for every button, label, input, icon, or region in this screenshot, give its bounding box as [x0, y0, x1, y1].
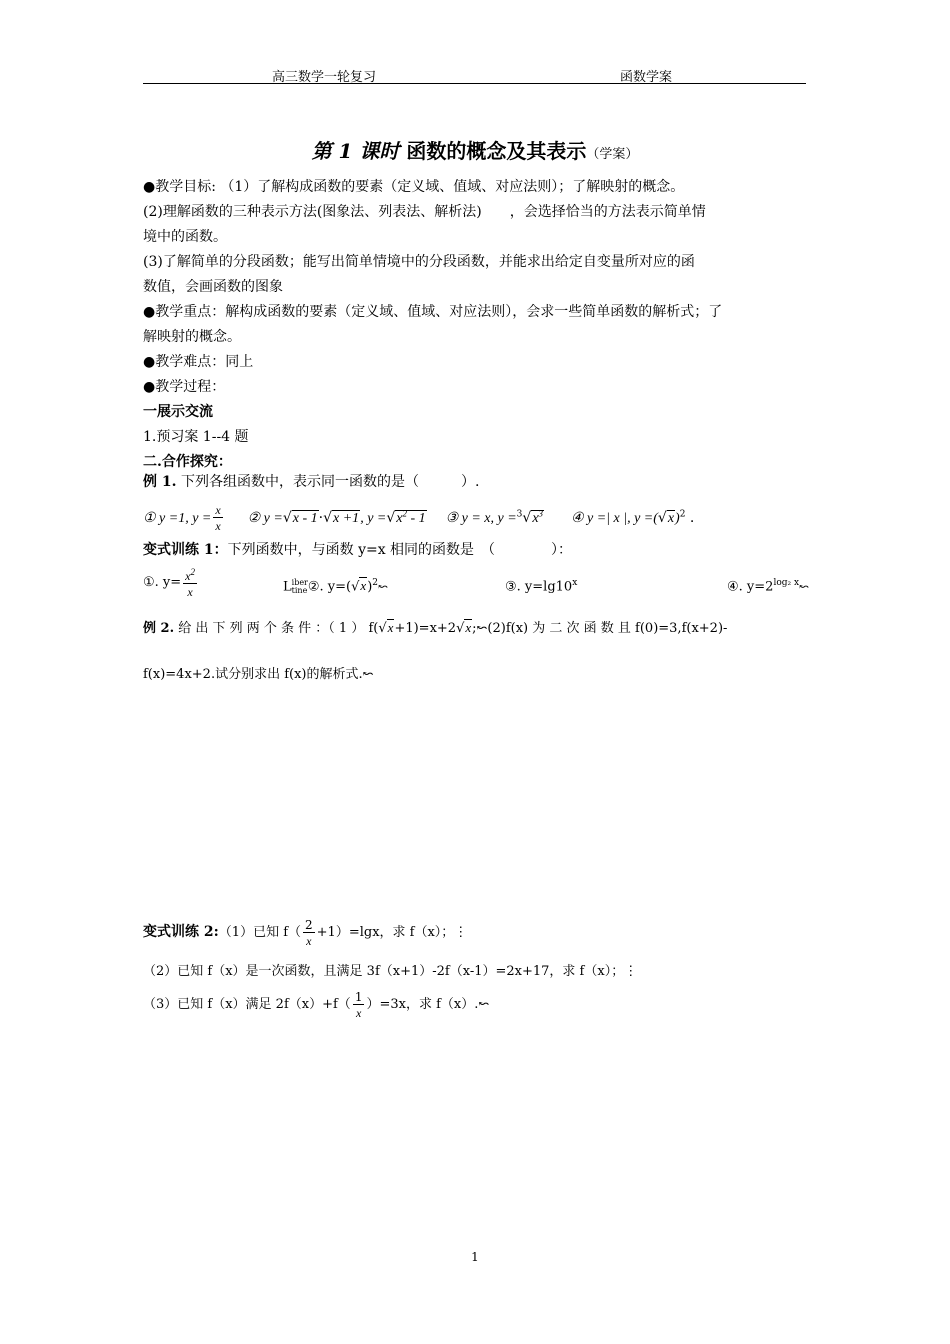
title-lesson: 第 1 课时	[311, 139, 400, 163]
var2-fraction-3: $\frac{1}{x}$	[354, 989, 363, 1020]
header-subject: 函数学案	[620, 70, 673, 85]
example1-options	[143, 498, 694, 534]
page-title	[0, 135, 950, 164]
header-rule	[143, 83, 806, 84]
ex1-option4: ④ y =| x |, $y =(√x)^2$ .	[570, 509, 695, 526]
var1-option1-fraction: $\frac{x^2}{x}$	[185, 566, 195, 599]
section1-item: 1.预习案 1--4 题	[143, 429, 249, 445]
ex1-option1: ① y =1, y = $\frac{x}{x}$	[143, 502, 221, 533]
title-main: 函数的概念及其表示	[406, 139, 587, 163]
header-course: 高三数学一轮复习	[272, 70, 377, 85]
variation1-prompt	[143, 541, 572, 559]
variation2-line-1: 变式训练 2:（1）已知 f（ $\frac{2}{x}$ +1）=lgx，求 f（x）；⋮	[143, 917, 468, 948]
objective-line-3: 境中的函数。	[143, 229, 227, 245]
objective-line-4: (3)了解简单的分段函数；能写出简单情境中的分段函数，并能求出给定自变量所对应的函	[143, 254, 695, 270]
process-line: ●教学过程：	[143, 379, 226, 395]
variation2-label: 变式训练 2:	[143, 924, 219, 940]
var1-option4: ④. $y=2^{log_2 x}↜$	[727, 578, 810, 595]
objective-line-5: 数值，会画函数的图象	[143, 279, 283, 295]
example1-text: 下列各组函数中，表示同一函数的是（ ）.	[176, 474, 480, 490]
variation1-options	[143, 566, 810, 600]
variation1-text: 下列函数中，与函数 y=x 相同的函数是 （ ）：	[227, 542, 573, 558]
example2-line-1: 例 2. 给 出 下 列 两 个 条 件 ：（ 1 ） f(√x+1)=x+2√x;↜(2)f(x) 为 二 次 函 数 且 f(0)=3,f(x+2)-	[143, 620, 728, 636]
var1-option3: ③. $y=\lg 10^x$	[505, 578, 578, 595]
section2-heading: 二.合作探究：	[143, 454, 232, 470]
key-point-line-2: 解映射的概念。	[143, 329, 241, 345]
example2-line-2: f(x)=4x+2.试分别求出 f(x)的解析式.↜	[143, 667, 374, 682]
objective-line-1: ●教学目标: （1）了解构成函数的要素（定义域、值域、对应法则）；了解映射的概念。	[143, 179, 685, 195]
variation2-line-2: （2）已知 f（x）是一次函数，且满足 3f（x+1）-2f（x-1）=2x+17，求 f（x）；⋮	[143, 964, 638, 979]
ex1-option3: ③ y = x, $y =^3√x^3$	[445, 508, 544, 526]
title-suffix: （学案）	[586, 147, 639, 162]
variation2-line-3: （3）已知 f（x）满足 2f（x）+f（ $\frac{1}{x}$ ）=3x，求 f（x）.↜	[143, 989, 490, 1020]
key-point-line-1: ●教学重点：解构成函数的要素（定义域、值域、对应法则），会求一些简单函数的解析式；了	[143, 304, 723, 320]
variation1-label: 变式训练 1：	[143, 542, 228, 558]
page-number: 1	[471, 1250, 479, 1264]
example1-prompt	[143, 473, 479, 491]
var1-option2: Liber tine②. $y=(√x)^2↜$	[283, 577, 389, 595]
section1-heading: 一展示交流	[143, 404, 213, 420]
example2-label: 例 2.	[143, 621, 175, 636]
objective-line-2: (2)理解函数的三种表示方法(图象法、列表法、解析法) ，会选择恰当的方法表示简单情	[143, 204, 706, 220]
ex1-option2: ② y =√x - 1·√x +1, $y =√x^2 - 1$	[247, 508, 426, 526]
var2-fraction-1: $\frac{2}{x}$	[305, 917, 313, 948]
var1-option1: ①. y= $\frac{x^2}{x}$	[143, 566, 195, 599]
ex1-option1-fraction: $\frac{x}{x}$	[215, 502, 221, 533]
difficulty-line: ●教学难点：同上	[143, 354, 254, 370]
example1-label: 例 1.	[143, 474, 177, 490]
